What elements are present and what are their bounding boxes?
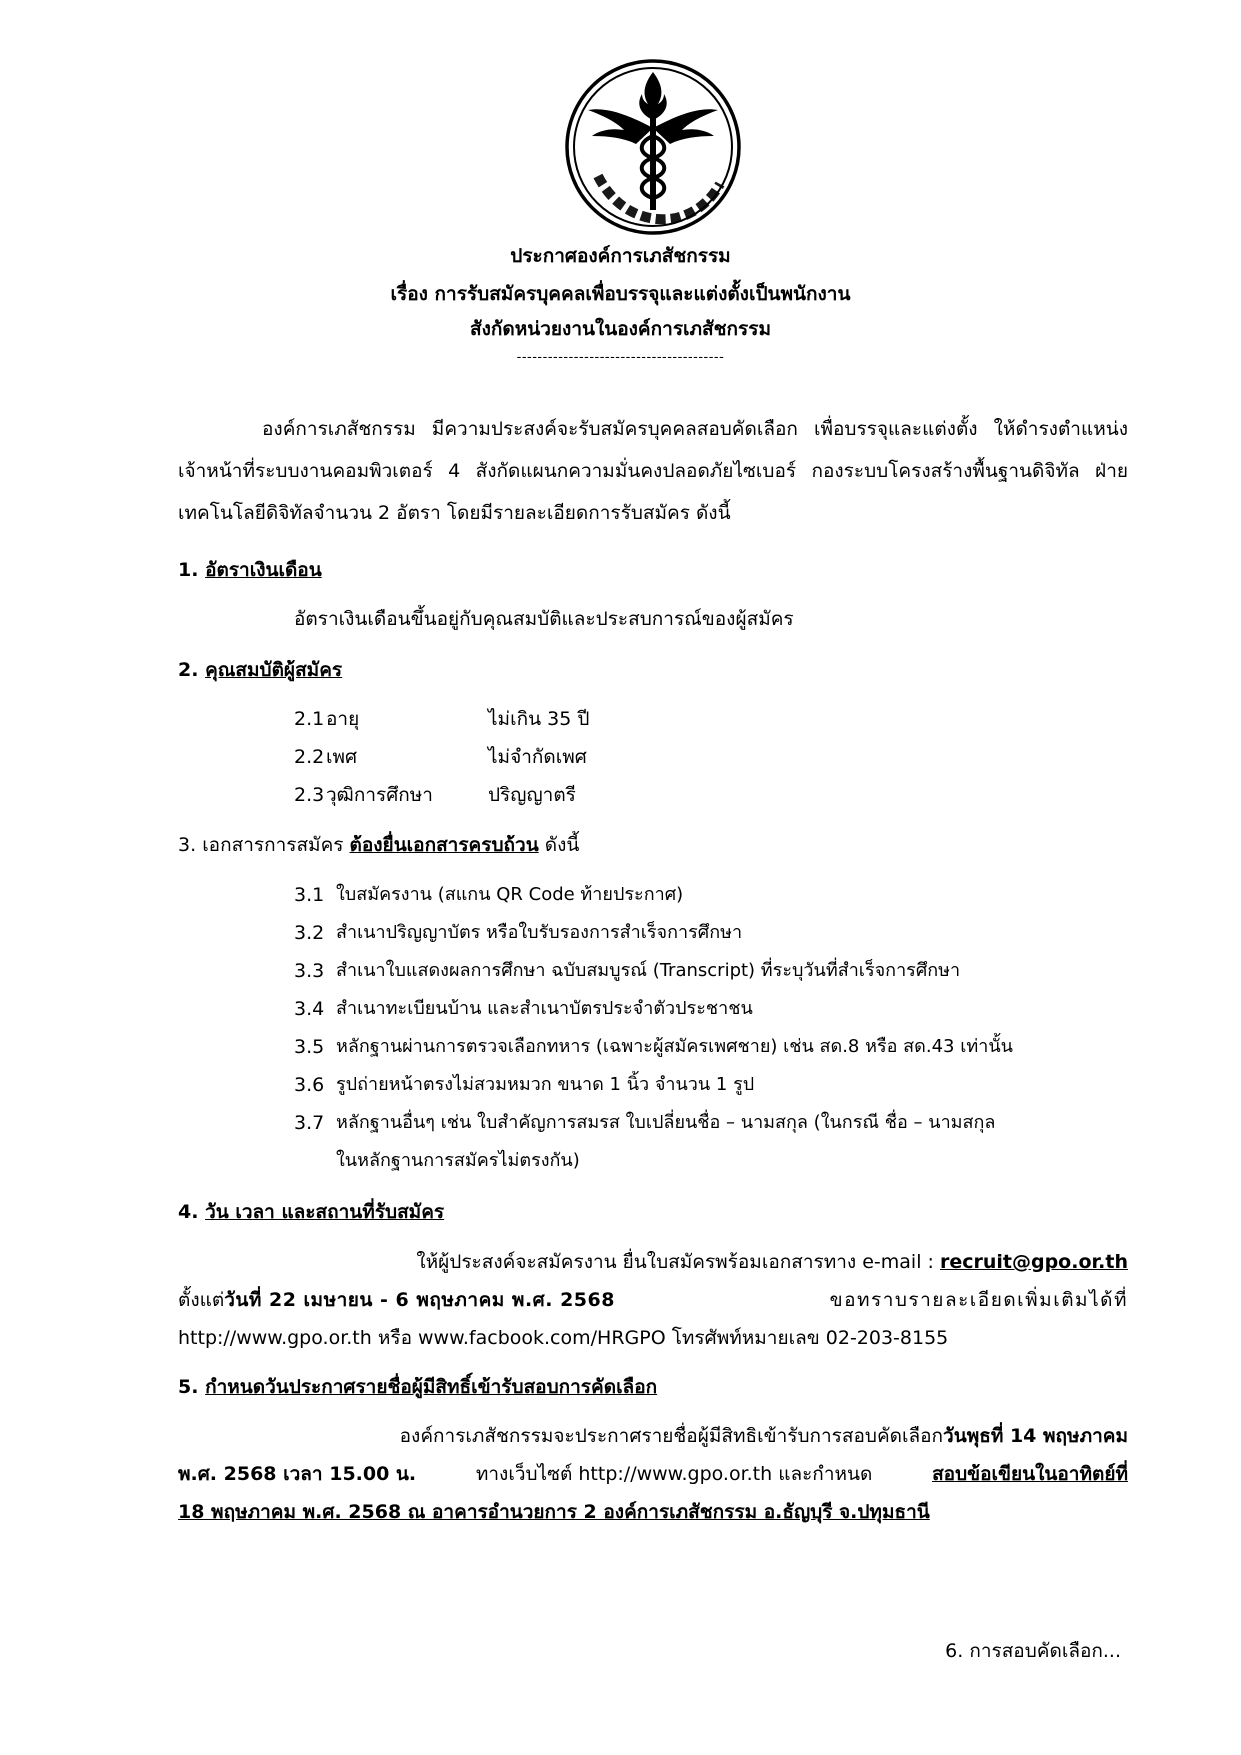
section-5-number: 5. [178, 1376, 199, 1398]
qualification-number: 2.1 [294, 708, 325, 730]
section-1-number: 1. [178, 559, 199, 581]
section-5-line-2 [178, 1458, 1128, 1490]
section-2-number: 2. [178, 659, 199, 681]
section-4-line-1 [294, 1246, 1128, 1278]
section-3-suffix: ดังนี้ [544, 834, 580, 856]
qualification-value: ปริญญาตรี [488, 784, 576, 806]
application-period: วันที่ 22 เมษายน - 6 พฤษภาคม พ.ศ. 2568 [224, 1289, 615, 1311]
section-4-body-lead: ให้ผู้ประสงค์จะสมัครงาน ยื่นใบสมัครพร้อมเอกสารทาง e-mail : [416, 1251, 934, 1273]
document-item-number: 3.4 [294, 998, 325, 1020]
section-5-title: กำหนดวันประกาศรายชื่อผู้มีสิทธิ์เข้ารับสอบการคัดเลือก [205, 1376, 658, 1398]
document-item-number: 3.6 [294, 1074, 325, 1096]
section-2-title: คุณสมบัติผู้สมัคร [205, 659, 343, 681]
document-item-text-continued: ในหลักฐานการสมัครไม่ตรงกัน) [336, 1150, 580, 1171]
section-1-heading [178, 554, 322, 586]
section-4-date-prefix: ตั้งแต่ [178, 1289, 225, 1311]
section-4-heading [178, 1196, 444, 1228]
section-3-number: 3. [178, 834, 197, 856]
announcement-title: ประกาศองค์การเภสัชกรรม [510, 245, 731, 267]
section-5-body-mid: ทางเว็บไซต์ http://www.gpo.or.th และกำหนด [475, 1463, 873, 1485]
next-page-continuation: 6. การสอบคัดเลือก... [945, 1640, 1121, 1662]
section-1-title: อัตราเงินเดือน [205, 559, 322, 581]
document-item-number: 3.3 [294, 960, 325, 982]
qualification-label: เพศ [326, 746, 358, 768]
section-1-body: อัตราเงินเดือนขึ้นอยู่กับคุณสมบัติและประสบการณ์ของผู้สมัคร [294, 608, 794, 630]
document-item-text: สำเนาใบแสดงผลการศึกษา ฉบับสมบูรณ์ (Transcript) ที่ระบุวันที่สำเร็จการศึกษา [336, 960, 961, 981]
section-4-date-suffix: ขอทราบรายละเอียดเพิ่มเติมได้ที่ [829, 1289, 1128, 1311]
section-2-heading [178, 654, 342, 686]
announcement-subject: เรื่อง การรับสมัครบุคคลเพื่อบรรจุและแต่งตั้งเป็นพนักงาน [390, 283, 851, 305]
header-divider: ---------------------------------------- [516, 350, 725, 365]
qualification-number: 2.2 [294, 746, 325, 768]
qualification-value: ไม่เกิน 35 ปี [488, 708, 590, 730]
section-5-body-lead: องค์การเภสัชกรรมจะประกาศรายชื่อผู้มีสิทธิเข้ารับการสอบคัดเลือก [399, 1425, 944, 1447]
qualification-label: วุฒิการศึกษา [326, 784, 433, 806]
intro-paragraph: องค์การเภสัชกรรม มีความประสงค์จะรับสมัครบุคคลสอบคัดเลือก เพื่อบรรจุและแต่งตั้ง ให้ดำรงตำแหน่ง เจ้าหน้าที่ระบบงานคอมพิวเตอร์ 4 สังกัดแผนกความมั่นคงปลอดภัยไซเบอร์ กองระบบโครงสร้างพื้นฐานดิจิทัล ฝ่ายเทคโนโลยีดิจิทัลจำนวน 2 อัตรา โดยมีรายละเอียดการรับสมัคร ดังนี้ [178, 418, 1128, 524]
document-item-number: 3.2 [294, 922, 325, 944]
recruit-email-link[interactable]: recruit@gpo.or.th [939, 1251, 1128, 1273]
exam-date-venue: 18 พฤษภาคม พ.ศ. 2568 ณ อาคารอำนวยการ 2 องค์การเภสัชกรรม อ.ธัญบุรี จ.ปทุมธานี [178, 1501, 930, 1523]
exam-date-lead: สอบข้อเขียนในอาทิตย์ที่ [932, 1463, 1128, 1485]
gpo-logo-seal [564, 58, 742, 236]
section-4-title: วัน เวลา และสถานที่รับสมัคร [205, 1201, 445, 1223]
document-item-number: 3.1 [294, 884, 325, 906]
document-item-number: 3.7 [294, 1112, 325, 1134]
section-3-prefix: เอกสารการสมัคร [202, 834, 344, 856]
announcement-date: วันพุธที่ 14 พฤษภาคม [943, 1425, 1128, 1447]
announcement-time: พ.ศ. 2568 เวลา 15.00 น. [178, 1463, 417, 1485]
document-item-number: 3.5 [294, 1036, 325, 1058]
section-3-heading [178, 829, 579, 861]
document-item-text: ใบสมัครงาน (สแกน QR Code ท้ายประกาศ) [336, 884, 684, 905]
announcement-affiliation: สังกัดหน่วยงานในองค์การเภสัชกรรม [470, 318, 771, 340]
section-4-line-2 [178, 1284, 1128, 1316]
qualification-label: อายุ [326, 708, 360, 730]
section-4-number: 4. [178, 1201, 199, 1223]
document-item-text: สำเนาปริญญาบัตร หรือใบรับรองการสำเร็จการศึกษา [336, 922, 743, 943]
document-item-text: สำเนาทะเบียนบ้าน และสำเนาบัตรประจำตัวประชาชน [336, 998, 753, 1019]
qualification-value: ไม่จำกัดเพศ [488, 746, 587, 768]
document-item-text: หลักฐานอื่นๆ เช่น ใบสำคัญการสมรส ใบเปลี่ยนชื่อ – นามสกุล (ในกรณี ชื่อ – นามสกุล [336, 1112, 996, 1133]
document-item-text: หลักฐานผ่านการตรวจเลือกทหาร (เฉพาะผู้สมัครเพศชาย) เช่น สด.8 หรือ สด.43 เท่านั้น [336, 1036, 1013, 1057]
qualification-number: 2.3 [294, 784, 325, 806]
section-5-heading [178, 1371, 657, 1403]
section-3-emphasis: ต้องยื่นเอกสารครบถ้วน [349, 834, 539, 856]
section-4-contact: http://www.gpo.or.th หรือ www.facbook.com/HRGPO โทรศัพท์หมายเลข 02-203-8155 [178, 1327, 949, 1349]
section-5-line-1 [294, 1420, 1128, 1452]
document-item-text: รูปถ่ายหน้าตรงไม่สวมหมวก ขนาด 1 นิ้ว จำนวน 1 รูป [336, 1074, 755, 1095]
